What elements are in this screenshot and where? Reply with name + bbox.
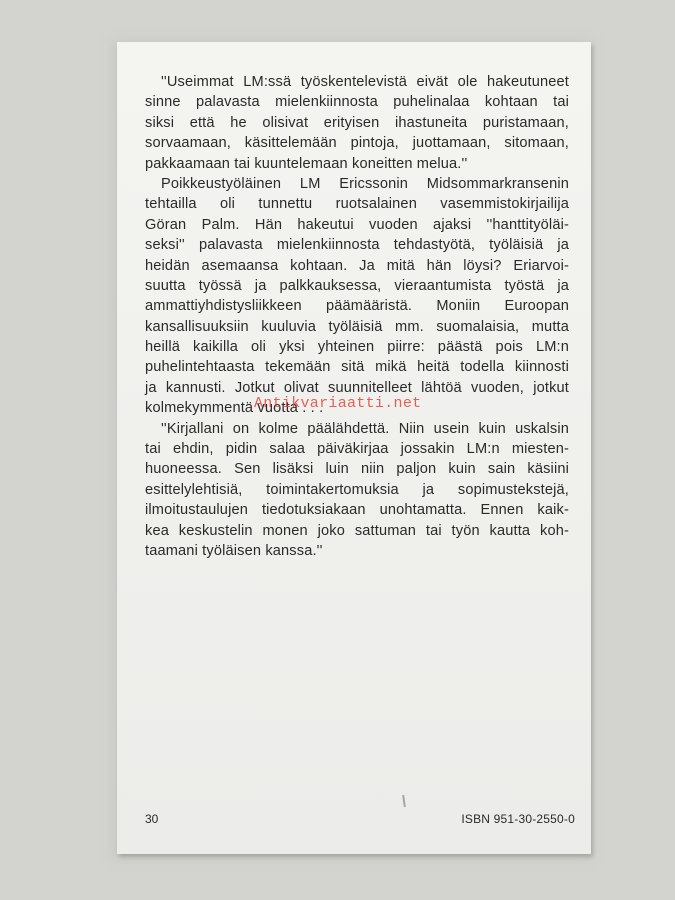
blurb-line: esittelylehtisiä, toimintakertomuksia ja sopimustekstejä, bbox=[145, 481, 569, 498]
blurb-line: tehtailla oli tunnettu ruotsalainen vasemmistokirjailija bbox=[145, 196, 569, 213]
blurb-line: Göran Palm. Hän hakeutui vuoden ajaksi ''hanttityöläi- bbox=[145, 216, 569, 233]
blurb-line: ''Useimmat LM:ssä työskentelevistä eivät ole hakeutuneet bbox=[161, 74, 569, 90]
blurb-line: seksi'' palavasta mielenkiinnosta tehdastyötä, työläisiä ja bbox=[145, 237, 569, 254]
blurb-line: ja kannusti. Jotkut olivat suunnitelleet lähtöä vuoden, jotkut bbox=[145, 379, 569, 396]
blurb-line: ammattiyhdistysliikkeen päämääristä. Moniin Euroopan bbox=[145, 298, 569, 315]
blurb-line: siksi että he olisivat erityisen ihastuneita puristamaan, bbox=[145, 114, 569, 131]
blurb-line: huoneessa. Sen lisäksi luin niin paljon kuin sain käsiini bbox=[145, 461, 569, 478]
blurb-line: ''Kirjallani on kolme päälähdettä. Niin usein kuin uskalsin bbox=[161, 420, 569, 437]
blurb-line: heidän asemaansa kohtaan. Ja mitä hän löysi? Eriarvoi- bbox=[145, 257, 569, 274]
blurb-line: sorvaamaan, käsittelemään pintoja, juottamaan, sitomaan, bbox=[145, 135, 569, 152]
blurb-line: kansallisuuksiin kuuluvia työläisiä mm. suomalaisia, mutta bbox=[145, 318, 569, 335]
blurb-line: pakkaamaan tai kuuntelemaan koneitten melua.'' bbox=[145, 155, 468, 172]
blurb-line: Poikkeustyöläinen LM Ericssonin Midsommarkransenin bbox=[161, 175, 569, 192]
blurb-line: tai ehdin, pidin salaa päiväkirjaa jossakin LM:n miesten- bbox=[145, 441, 569, 458]
isbn-number: ISBN 951-30-2550-0 bbox=[461, 812, 575, 826]
blurb-line: taamani työläisen kanssa.'' bbox=[145, 542, 323, 559]
blurb-line: kolmekymmentä vuotta . . . bbox=[145, 400, 324, 417]
page-number: 30 bbox=[145, 812, 159, 826]
blurb-line: puhelintehtaasta tekemään sitä mikä heitä todella kiinnosti bbox=[145, 359, 569, 376]
blurb-line: heillä kaikilla oli yksi yhteinen piirre: päästä pois LM:n bbox=[145, 339, 569, 356]
blurb-line: sinne palavasta mielenkiinnosta puhelinalaa kohtaan tai bbox=[145, 94, 569, 111]
blurb-line: ilmoitustaulujen tiedotuksiakaan unohtamatta. Ennen kaik- bbox=[145, 502, 569, 519]
back-cover-blurb bbox=[145, 72, 569, 561]
blurb-line: suutta työssä ja palkkauksessa, vieraantumista työstä ja bbox=[145, 277, 569, 294]
blurb-line: kea keskustelin monen joko sattuman tai työn kautta koh- bbox=[145, 522, 569, 539]
watermark-text: Antikvariaatti.net bbox=[254, 395, 422, 412]
